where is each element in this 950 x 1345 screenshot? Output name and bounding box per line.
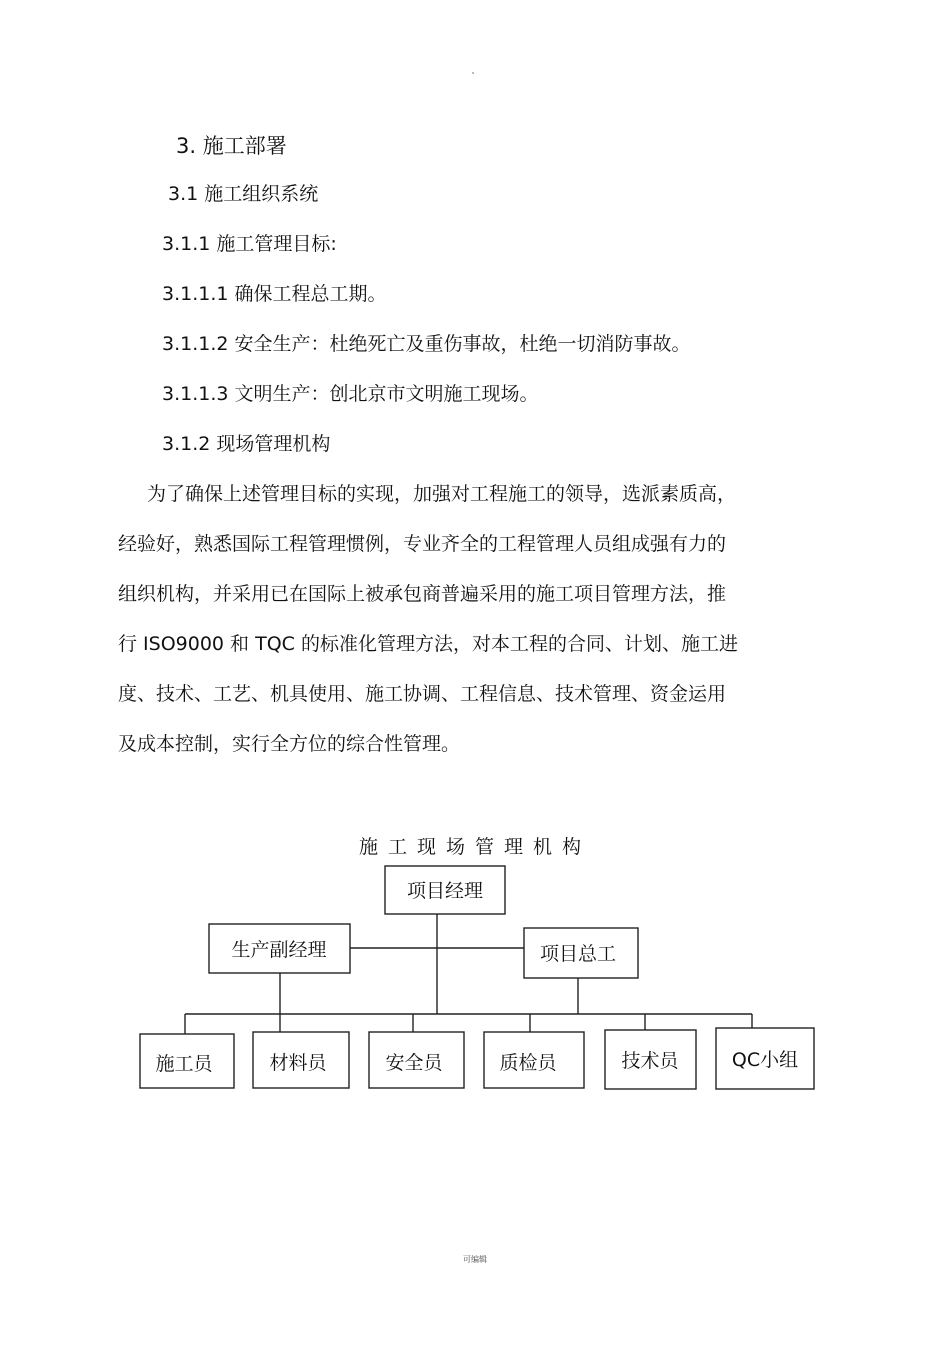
box-label: QC小组 bbox=[731, 1049, 799, 1071]
box-label: 安全员 bbox=[385, 1052, 443, 1074]
goal-item-1: 3.1.1.1 确保工程总工期。 bbox=[162, 283, 387, 305]
section-heading: 3. 施工部署 bbox=[176, 134, 287, 158]
paragraph-line: 及成本控制，实行全方位的综合性管理。 bbox=[118, 733, 461, 755]
box-label: 材料员 bbox=[269, 1052, 327, 1074]
box-label: 生产副经理 bbox=[231, 939, 327, 961]
paragraph-line: 经验好，熟悉国际工程管理惯例，专业齐全的工程管理人员组成强有力的 bbox=[118, 533, 727, 555]
goal-item-3: 3.1.1.3 文明生产：创北京市文明施工现场。 bbox=[162, 383, 539, 405]
box-label: 项目总工 bbox=[539, 943, 617, 965]
page-footer: 可编辑 bbox=[463, 1255, 487, 1264]
org-heading: 3.1.2 现场管理机构 bbox=[162, 433, 331, 455]
subsection-heading: 3.1 施工组织系统 bbox=[168, 183, 319, 205]
paragraph-line: 为了确保上述管理目标的实现，加强对工程施工的领导，选派素质高， bbox=[128, 483, 737, 505]
paragraph-line: 行 ISO9000 和 TQC 的标准化管理方法，对本工程的合同、计划、施工进 bbox=[118, 633, 738, 655]
box-label: 技术员 bbox=[621, 1050, 679, 1072]
box-label: 质检员 bbox=[499, 1052, 557, 1074]
paragraph-line: 度、技术、工艺、机具使用、施工协调、工程信息、技术管理、资金运用 bbox=[118, 683, 727, 705]
goals-heading: 3.1.1 施工管理目标: bbox=[162, 233, 337, 255]
box-label: 项目经理 bbox=[406, 880, 484, 902]
org-chart-title: 施工现场管理机构 bbox=[358, 836, 591, 858]
paragraph-line: 组织机构，并采用已在国际上被承包商普遍采用的施工项目管理方法，推 bbox=[118, 583, 727, 605]
box-label: 施工员 bbox=[155, 1053, 213, 1075]
goal-item-2: 3.1.1.2 安全生产：杜绝死亡及重伤事故，杜绝一切消防事故。 bbox=[162, 333, 691, 355]
